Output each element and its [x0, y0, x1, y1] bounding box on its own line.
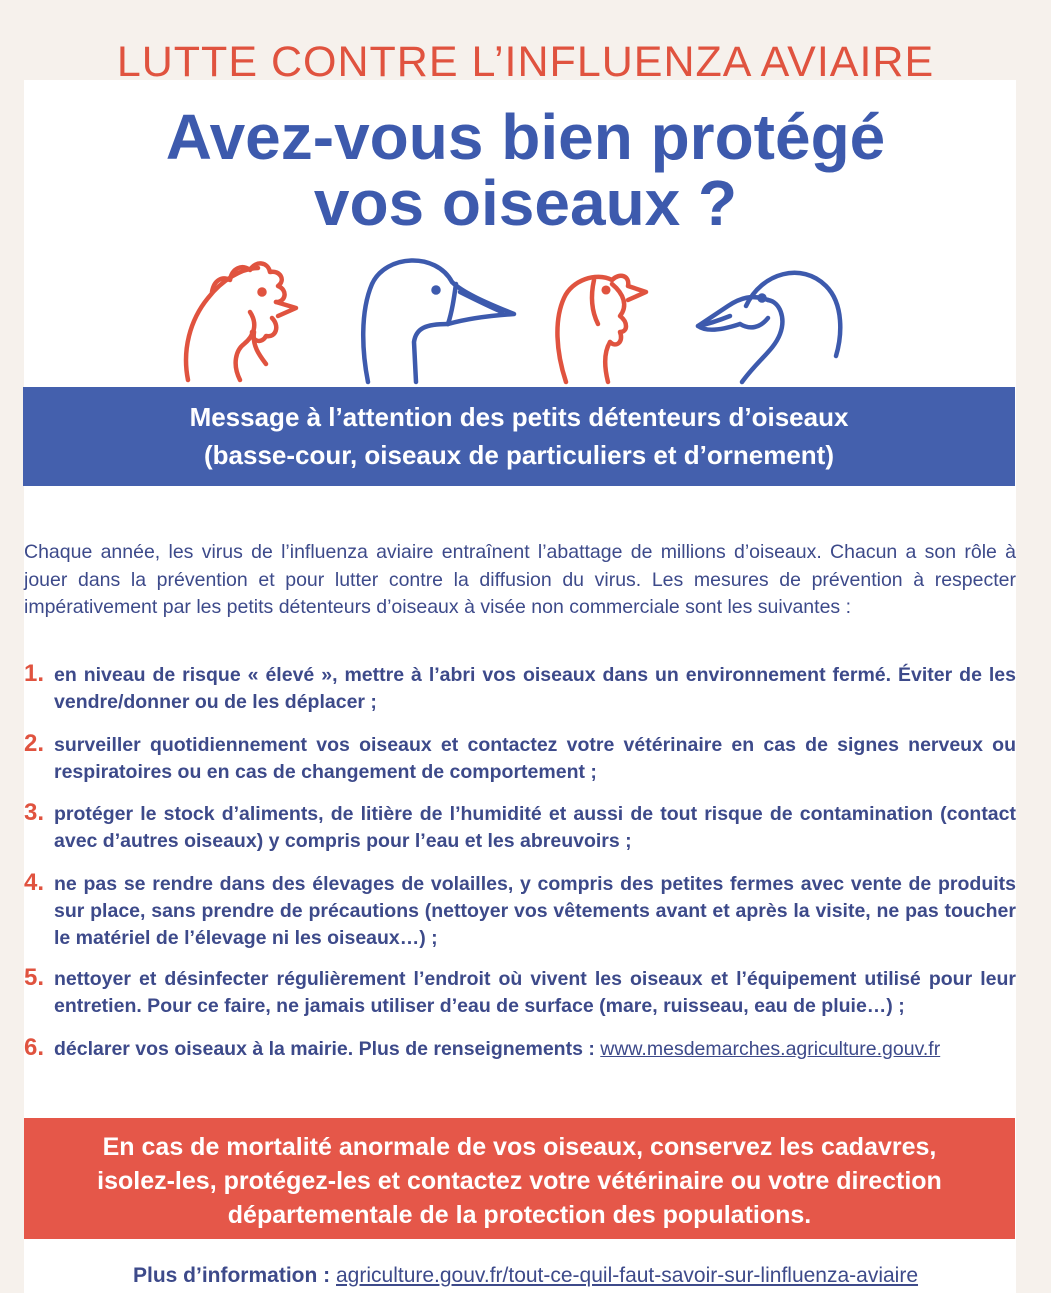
- measure-number: 4.: [24, 869, 45, 896]
- alert-line-3: départementale de la protection des populations.: [227, 1201, 812, 1229]
- duck-head-icon: [698, 273, 840, 382]
- measure-text-wrap: [54, 1036, 1016, 1063]
- mesdemarches-link[interactable]: www.mesdemarches.agriculture.gouv.fr: [600, 1038, 941, 1060]
- alert-line-2: isolez-les, protégez-les et contactez votre vétérinaire ou votre direction: [97, 1167, 942, 1195]
- footer-link[interactable]: agriculture.gouv.fr/tout-ce-quil-faut-savoir-sur-linfluenza-aviaire: [336, 1264, 919, 1287]
- audience-banner: [23, 387, 1015, 486]
- measure-text: nettoyer et désinfecter régulièrement l’endroit où vivent les oiseaux et l’équipement utilisé pour leur entretien. Pour ce faire, ne jamais utiliser d’eau de surface (mare, ruisseau, eau de pluie…) ;: [54, 968, 1016, 1017]
- measure-text: surveiller quotidiennement vos oiseaux et contactez votre vétérinaire en cas de signes nerveux ou respiratoires ou en cas de changement de comportement ;: [54, 734, 1016, 783]
- measure-text: ne pas se rendre dans des élevages de volailles, y compris des petites fermes avec vente de produits sur place, sans prendre de précautions (nettoyer vos vêtements avant et après la visite, ne pas toucher le matériel de l’élevage ni les oiseaux…) ;: [54, 873, 1016, 949]
- poster-kicker: LUTTE CONTRE L’INFLUENZA AVIAIRE: [116, 38, 935, 86]
- mortality-alert-box: [24, 1118, 1015, 1239]
- banner-line-2: (basse-cour, oiseaux de particuliers et d’ornement): [204, 440, 834, 470]
- measure-number: 3.: [24, 799, 45, 826]
- turkey-head-icon: [557, 276, 646, 382]
- alert-line-1: En cas de mortalité anormale de vos oiseaux, conservez les cadavres,: [102, 1133, 937, 1161]
- measure-text: protéger le stock d’aliments, de litière de l’humidité et aussi de tout risque de contamination (contact avec d’autres oiseaux) y compris pour l’eau et les abreuvoirs ;: [54, 803, 1016, 852]
- measure-number: 1.: [24, 660, 45, 687]
- intro-paragraph: Chaque année, les virus de l’influenza aviaire entraînent l’abattage de millions d’oiseaux. Chacun a son rôle à jouer dans la prévention et pour lutter contre la diffusion du virus. Les mesures de prévention à respecter impérativement par les petits détenteurs d’oiseaux à visée non commerciale sont les suivantes :: [24, 541, 1016, 618]
- birds-illustration: [150, 232, 870, 392]
- goose-head-icon: [363, 260, 514, 382]
- poster-title: [0, 101, 1051, 239]
- poster-title-line-2: vos oiseaux ?: [313, 167, 738, 239]
- measure-number: 5.: [24, 964, 45, 991]
- measure-text: en niveau de risque « élevé », mettre à l’abri vos oiseaux dans un environnement fermé. Éviter de les vendre/donner ou de les déplacer ;: [54, 664, 1016, 713]
- banner-line-1: Message à l’attention des petits détenteurs d’oiseaux: [189, 402, 849, 432]
- measure-number: 2.: [24, 730, 45, 757]
- measure-number: 6.: [24, 1034, 45, 1061]
- chicken-head-icon: [186, 263, 296, 380]
- footer-label: Plus d’information :: [132, 1264, 331, 1287]
- footer-info: [0, 1262, 1051, 1290]
- measure-text: déclarer vos oiseaux à la mairie. Plus de renseignements :: [54, 1038, 595, 1060]
- poster-title-line-1: Avez-vous bien protégé: [165, 101, 886, 173]
